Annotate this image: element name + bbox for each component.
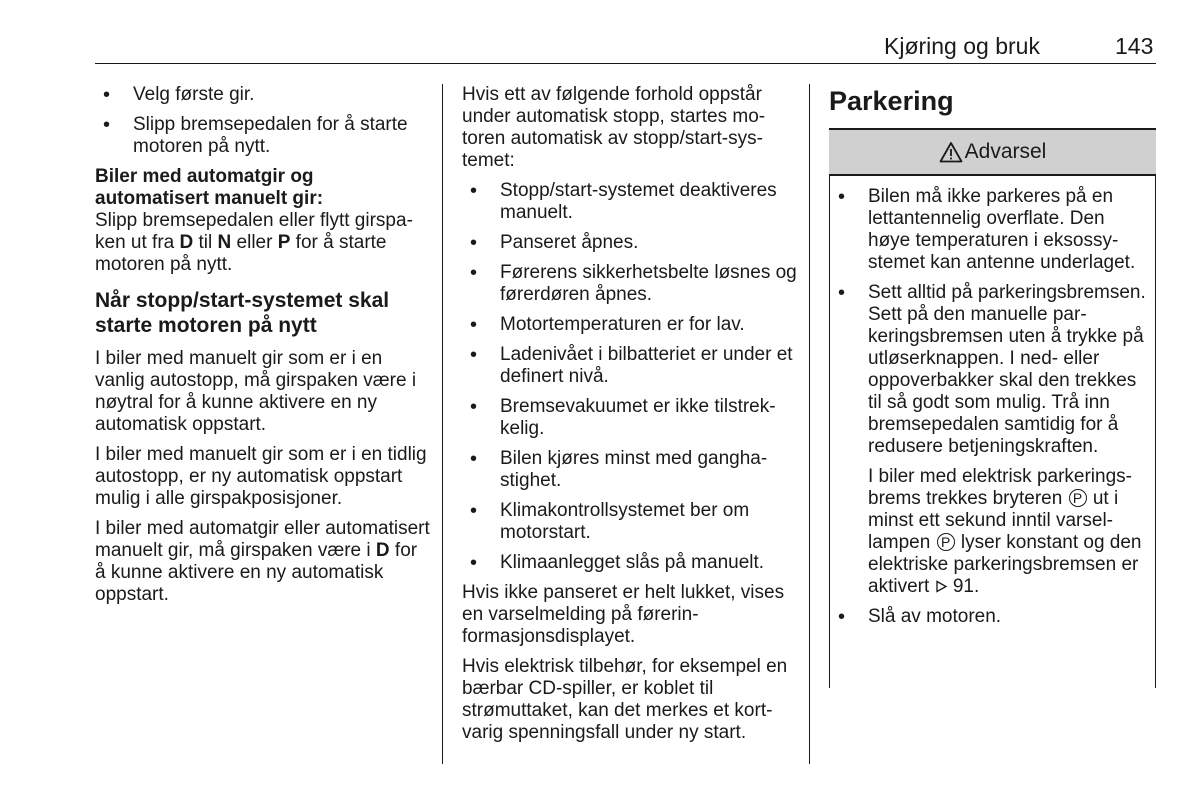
warning-body <box>830 176 1155 628</box>
paragraph: Hvis ett av følgende forhold oppstår under automatisk stopp, startes motoren automatisk av stopp/start-systemet: <box>462 84 766 171</box>
column-1 <box>95 84 430 614</box>
electric-brake-paragraph: I biler med elektrisk parkeringsbrems trekkes bryteren P ut i minst ett sekund inntil varsellampen P lyser konstant og den elektriske parkeringsbremsen er aktivert 91. <box>868 466 1142 597</box>
list-item: • Bilen kjøres minst med ganghastighet. <box>462 448 797 492</box>
paragraph: I biler med automatgir eller automatisert manuelt gir, må girspaken være i D for å kunne aktivere en ny automatisk oppstart. <box>95 518 430 605</box>
page-number: 143 <box>1115 33 1154 59</box>
section-title: Parkering <box>829 86 954 116</box>
list-item: • Panseret åpnes. <box>462 232 797 254</box>
column-2 <box>462 84 797 752</box>
column-divider-2 <box>809 84 810 764</box>
paragraph: Hvis elektrisk tilbehør, for eksempel en bærbar CD-spiller, er koblet til strømuttaket, kan det merkes et kortvarig spenningsfall under ny start. <box>462 656 788 743</box>
list-item: • Førerens sikkerhetsbelte løsnes og førerdøren åpnes. <box>462 262 797 306</box>
list-item: • Bilen må ikke parkeres på en lettantennelig overflate. Den høye temperaturen i eksossystemet kan antenne underlaget. <box>838 186 1147 274</box>
restart-conditions-list <box>462 180 797 574</box>
paragraph: I biler med manuelt gir som er i en tidlig autostopp, er ny automatisk oppstart mulig i alle girspakposisjoner. <box>95 444 427 509</box>
automatic-gear-paragraph: Slipp bremsepedalen eller flytt girspaken ut fra D til N eller P for å starte motoren på nytt. <box>95 210 413 275</box>
warning-triangle-icon <box>939 141 963 163</box>
parking-brake-icon: P <box>1069 489 1087 507</box>
section-heading: Når stopp/start-systemet skal starte motoren på nytt <box>95 289 390 337</box>
automatic-gear-subheading: Biler med automatgir og automatisert manuelt gir: <box>95 166 324 209</box>
list-item: • Ladenivået i bilbatteriet er under et definert nivå. <box>462 344 797 388</box>
warning-list <box>838 186 1147 458</box>
list-item: • Velg første gir. <box>95 84 430 106</box>
page-reference[interactable]: 91. <box>952 576 980 597</box>
list-item: • Motortemperaturen er for lav. <box>462 314 797 336</box>
list-item: • Klimakontrollsystemet ber om motorstart. <box>462 500 797 544</box>
list-item: • Klimaanlegget slås på manuelt. <box>462 552 797 574</box>
paragraph: Hvis ikke panseret er helt lukket, vises en varselmelding på førerinformasjonsdisplayet. <box>462 582 785 647</box>
paragraph: I biler med manuelt gir som er i en vanlig autostopp, må girspaken være i nøytral for å kunne aktivere en ny automatisk oppstart. <box>95 348 417 435</box>
list-item: • Bremsevakuumet er ikke tilstrekkelig. <box>462 396 797 440</box>
column-3 <box>829 84 1156 688</box>
list-item: • Slå av motoren. <box>838 606 1147 628</box>
gear-steps-list <box>95 84 430 158</box>
list-item: • Slipp bremsepedalen for å starte motoren på nytt. <box>95 114 430 158</box>
column-divider-1 <box>442 84 443 764</box>
warning-box <box>829 128 1156 688</box>
list-item: • Sett alltid på parkeringsbremsen. Sett på den manuelle parkeringsbremsen uten å trykke på utløserknappen. I ned- eller oppoverbakker skal den trekkes til så godt som mulig. Trå inn bremsepedalen samtidig for å redusere betjeningskraften. <box>838 282 1147 458</box>
running-head-title: Kjøring og bruk <box>884 33 1040 59</box>
warning-list-end <box>838 606 1147 628</box>
header-divider <box>95 63 1156 64</box>
warning-header <box>829 128 1156 176</box>
parking-brake-icon: P <box>937 533 955 551</box>
list-item: • Stopp/start-systemet deaktiveres manuelt. <box>462 180 797 224</box>
cross-reference-arrow-icon <box>935 580 948 593</box>
warning-label: Advarsel <box>964 140 1047 163</box>
